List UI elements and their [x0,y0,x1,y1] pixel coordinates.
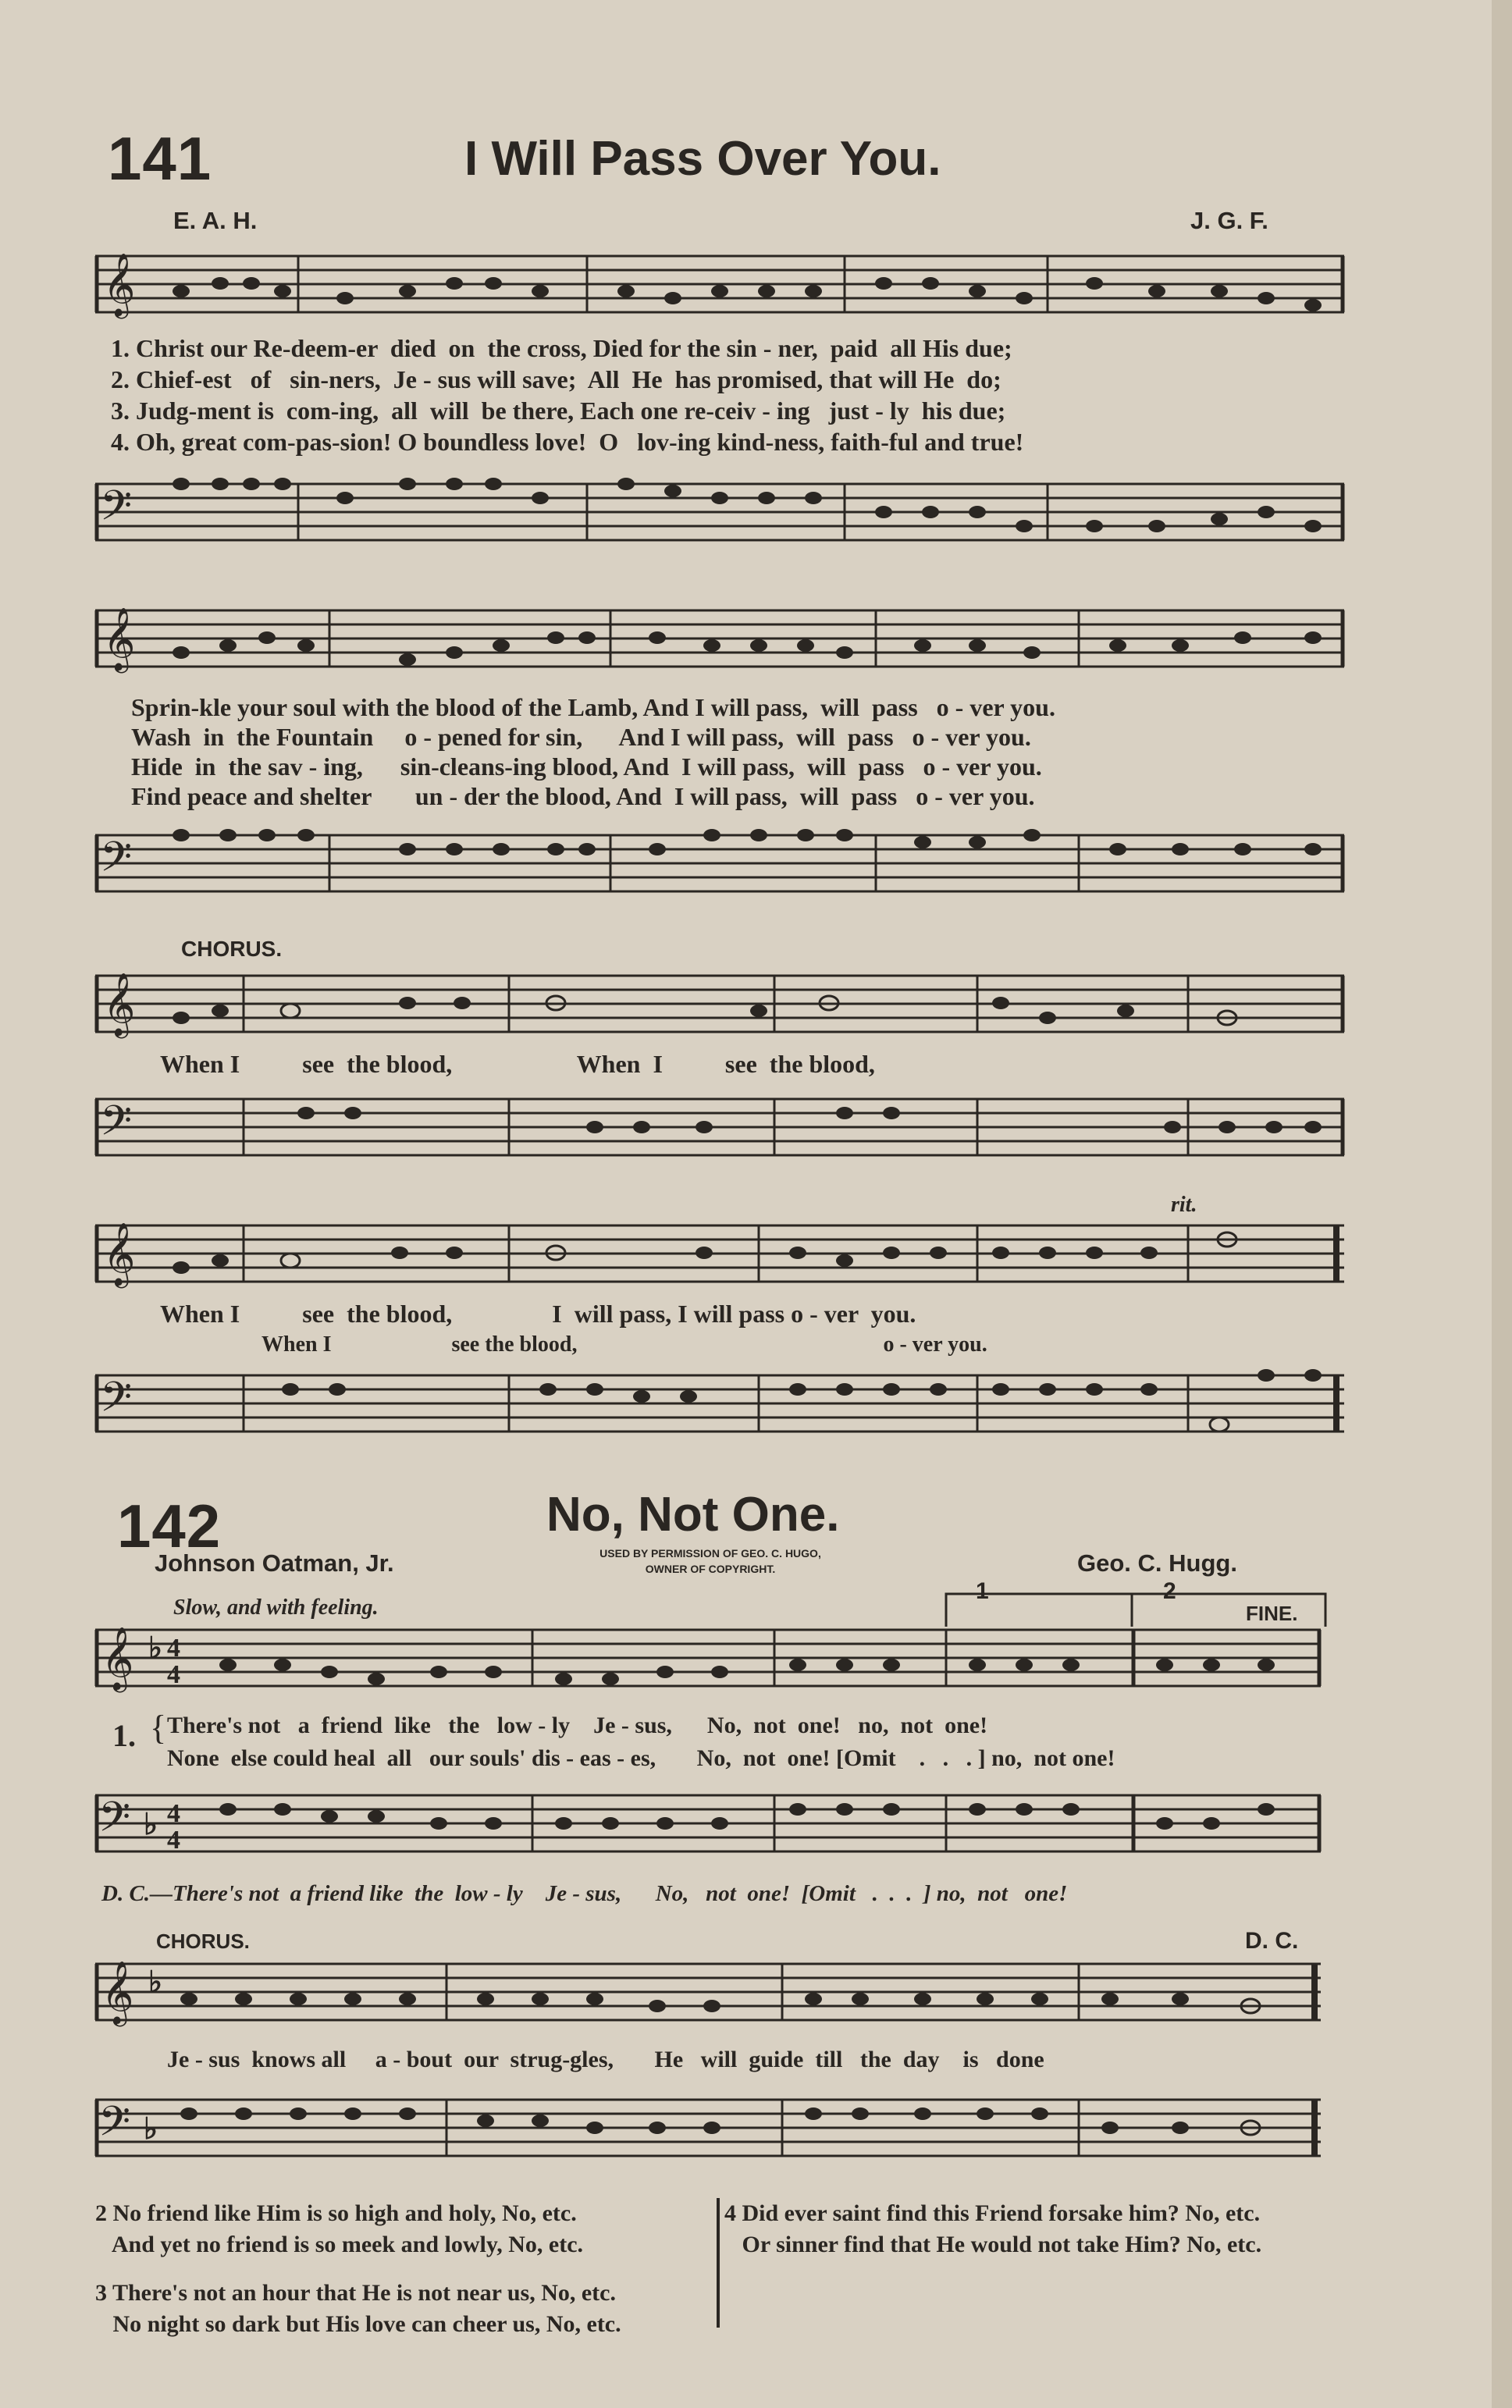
staff-141-c2-treble [95,1218,1344,1293]
hymn-141-refrain-3: Hide in the sav - ing, sin-cleans-ing blood, And I will pass, will pass o - ver you. [131,752,1042,781]
stanza-3-line-1: 3 There's not an hour that He is not near us, No, etc. [95,2280,616,2306]
stanzas-right [724,2198,1261,2260]
hymn-141-number: 141 [108,124,212,193]
ending-1-label: 1 [976,1578,989,1604]
hymn-142-line-2: None else could heal all our souls' dis - eas - es, No, not one! [Omit . . . ] no, not one! [167,1745,1115,1771]
hymn-141-music-credit: J. G. F. [1190,207,1268,234]
page-edge [1492,0,1512,2408]
staff-141-s1-treble [95,248,1344,323]
verse-brace: { [150,1709,167,1747]
hymn-141-chorus-label: CHORUS. [181,937,283,961]
svg-text:𝄢: 𝄢 [100,834,133,890]
svg-text:♭: ♭ [148,1632,162,1665]
stanza-2-line-2: And yet no friend is so meek and lowly, No, etc. [95,2232,584,2257]
svg-text:4: 4 [167,1660,180,1689]
svg-text:𝄢: 𝄢 [100,1098,133,1154]
staff-142-s1-bass [95,1787,1321,1862]
staff-142-c-bass [95,2092,1321,2167]
svg-text:4: 4 [167,1799,180,1828]
svg-text:♭: ♭ [148,1966,162,1999]
hymn-141-chorus-line-2a: When I see the blood, I will pass, I will pass o - ver you. [160,1300,916,1328]
hymn-142-chorus-text: Je - sus knows all a - bout our strug-gles, He will guide till the day is done [167,2047,1044,2072]
hymn-141-verse-4: 4. Oh, great com-pas-sion! O boundless love! O lov-ing kind-ness, faith-ful and true! [111,428,1024,456]
staff-141-c2-bass [95,1368,1344,1442]
hymn-141-verse-2: 2. Chief-est of sin-ners, Je - sus will save; All He has promised, that will He do; [111,365,1001,393]
svg-text:𝄞: 𝄞 [101,1963,134,2023]
hymn-142-permission [546,1545,874,1577]
hymn-141-words-credit: E. A. H. [173,207,258,234]
svg-text:𝄢: 𝄢 [98,2099,131,2154]
hymn-142-dc-line: D. C.—There's not a friend like the low - ly Je - sus, No, not one! [Omit . . . ] no, not one! [101,1881,1068,1906]
permission-line-2: OWNER OF COPYRIGHT. [645,1563,776,1575]
hymn-141-chorus-line-1: When I see the blood, When I see the blood, [160,1050,875,1078]
hymn-142-dc-marking: D. C. [1245,1928,1299,1954]
ending-2-label: 2 [1163,1578,1176,1604]
stanzas-left [95,2198,621,2340]
svg-text:𝄞: 𝄞 [103,610,136,670]
svg-text:4: 4 [167,1634,180,1663]
hymn-141-refrain-1: Sprin-kle your soul with the blood of the Lamb, And I will pass, will pass o - ver you. [131,693,1055,721]
staff-141-c1-treble [95,968,1344,1043]
hymn-141-refrain-4: Find peace and shelter un - der the blood, And I will pass, will pass o - ver you. [131,782,1035,810]
svg-text:𝄞: 𝄞 [101,1629,134,1689]
staff-141-s2-bass [95,827,1344,902]
hymn-142-number: 142 [117,1492,222,1560]
staff-142-c-treble [95,1956,1321,2031]
svg-text:♭: ♭ [144,1809,158,1841]
hymn-142-chorus-label: CHORUS. [156,1930,250,1953]
permission-line-1: USED BY PERMISSION OF GEO. C. HUGO, [599,1547,821,1560]
hymn-142-title: No, Not One. [546,1488,840,1542]
svg-text:𝄞: 𝄞 [103,1225,136,1285]
svg-text:𝄢: 𝄢 [98,1794,131,1850]
rit-marking: rit. [1171,1193,1197,1217]
hymn-142-music-credit: Geo. C. Hugg. [1077,1549,1237,1577]
fine-marking: FINE. [1246,1602,1298,1625]
stanza-divider [717,2198,720,2328]
hymn-141-title: I Will Pass Over You. [464,132,941,186]
hymn-141-verse-1: 1. Christ our Re-deem-er died on the cross, Died for the sin - ner, paid all His due; [111,334,1012,362]
hymn-142-line-1: There's not a friend like the low - ly Je - sus, No, not one! no, not one! [167,1713,988,1738]
staff-141-s1-bass [95,476,1344,551]
stanza-4-line-2: Or sinner find that He would not take Him? No, etc. [724,2232,1262,2257]
hymn-141-refrain-2: Wash in the Fountain o - pened for sin, And I will pass, will pass o - ver you. [131,723,1031,751]
stanza-2-line-1: 2 No friend like Him is so high and holy, No, etc. [95,2200,577,2226]
hymn-142-verse-num: 1. [112,1718,136,1753]
svg-text:4: 4 [167,1826,180,1855]
svg-text:♭: ♭ [144,2113,158,2146]
svg-text:𝄢: 𝄢 [100,1375,133,1430]
staff-142-s1-treble [95,1622,1321,1697]
svg-text:𝄢: 𝄢 [100,483,133,539]
svg-text:𝄞: 𝄞 [103,975,136,1035]
hymn-142-tempo: Slow, and with feeling. [173,1595,379,1620]
staff-141-s2-treble [95,603,1344,678]
hymn-141-chorus-line-2b: When I see the blood, o - ver you. [261,1332,987,1357]
hymn-141-verse-3: 3. Judg-ment is com-ing, all will be there, Each one re-ceiv - ing just - ly his due; [111,397,1006,425]
svg-text:𝄞: 𝄞 [103,255,136,315]
stanza-4-line-1: 4 Did ever saint find this Friend forsake him? No, etc. [724,2200,1261,2226]
stanza-3-line-2: No night so dark but His love can cheer us, No, etc. [95,2311,621,2337]
notes [173,277,1322,311]
staff-141-c1-bass [95,1091,1344,1166]
hymn-142-words-credit: Johnson Oatman, Jr. [155,1549,394,1577]
